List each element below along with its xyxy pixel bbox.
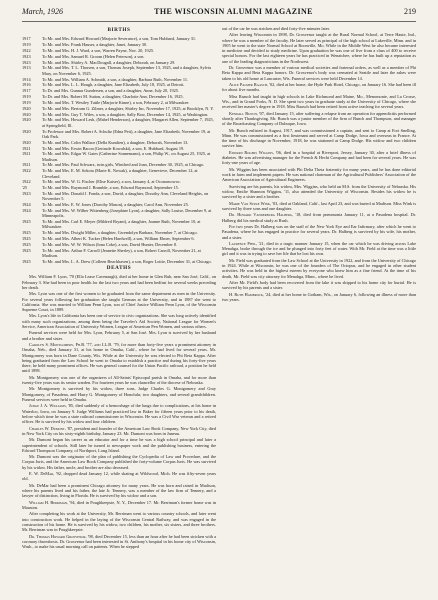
birth-year: 1921 <box>22 162 31 168</box>
birth-entry <box>22 48 216 53</box>
obituary-paragraph <box>222 212 416 223</box>
obituary-paragraph <box>22 375 216 386</box>
birth-year: 1917 <box>22 36 31 42</box>
birth-year: 1917 <box>22 88 31 94</box>
birth-text: To Dr. and Mrs. Robert M. Sutton, a daughter, Charlotte Ann, December 16, 1925. <box>42 94 184 100</box>
birth-text: To Mr. and Mrs. W. Wilber Wittenberg (Josephine Lyon), a daughter, Sally Louise, December 9, at Minneapolis. <box>42 208 212 219</box>
birth-entry <box>22 242 216 247</box>
birth-year: 1923 <box>22 191 31 197</box>
birth-text: To Mr. and Mrs. L. A. Drew (Colleen Beachhaven), a son, Roger Lottie, December 31, at Chicago. <box>42 258 212 264</box>
birth-entry <box>22 179 216 184</box>
obituary-paragraph <box>222 94 416 110</box>
birth-entry <box>22 88 216 93</box>
birth-year: 1925 <box>22 258 31 264</box>
birth-text: To Professor and Mrs. Robert A. Schultz (Edna Pett), a daughter, Jane Elizabeth, November 19, at Oak Park. <box>42 128 211 139</box>
birth-text: To Mr. and Mrs. Edgar W. Gates (Catherine Sonnemann), a son, Philip W., on August 25, 1925, at Madison. <box>42 151 211 162</box>
birth-entry <box>22 117 216 128</box>
issue-date: March, 1926 <box>22 7 64 16</box>
birth-year: 1921 <box>22 151 31 157</box>
obituary-paragraph <box>22 342 216 374</box>
obituary-text: Mr. Bunch enlisted in August, 1917, and was commissioned a captain, and sent to Camp at Fort Snelling, Minn. He was commissioned as a first lieutenant and served at Camp Dodge, Iowa and overseas in France. At the time of his discharge in November, 1918, he was stationed at Camp Dodge. His widow and two children survive him. <box>222 127 416 149</box>
birth-year: 1923 <box>22 53 31 59</box>
obituary-paragraph <box>222 65 416 81</box>
obituary-name: Alice Palmer Raasch, '02, <box>229 82 276 88</box>
deaths-heading: DEATHS <box>106 265 132 272</box>
obituary-paragraph <box>222 258 416 279</box>
obituary-paragraph <box>22 483 216 499</box>
birth-year: 1921 <box>22 145 31 151</box>
deaths-intro-paragraph: Mrs. Lyon's life in California has been one of service to civic organizations. She was long actively identified with many such organizations, among them being the Traveler's Aid Society, National League for Women's Service, American Association of University Women, League of American Pen Women, and various others. <box>22 313 216 329</box>
obituary-paragraph <box>22 403 216 424</box>
birth-text: To Mr. and Mrs. William A. Schmidt, a son, a daughter, Barbara Ruth, November 11. <box>42 76 189 82</box>
birth-entry <box>22 42 216 47</box>
birth-entry <box>22 77 216 82</box>
obituary-text: died January 15, after suffering a relapse from an operation for appendicitis performed shortly after Thanksgiving. Mr. Bunch was a junior member of the firm of Bunch and Thompson, and manager of the Broadcasting Company of Dubuque, Iowa. <box>222 110 416 127</box>
birth-entry <box>22 82 216 87</box>
obituary-text: for more than forty-five years a prominent attorney in Omaha, Neb., died January 31, at his home in Omaha, Calif., where he had lived for several years. Mr. Montgomery was born in Dane County, Wis. While at the University he was elected to Phi Beta Kappa. After being graduated from the Law School he went to Omaha to establish a practice and during his forty-five years there, he held many prominent offices. He was general counsel for the Union Pacific railroad, a position he held until 1898. <box>22 342 216 374</box>
birth-entry <box>22 202 216 207</box>
header-rule <box>22 21 416 22</box>
obituary-text: Dr. Grosvenor was a member of various medical societies and fraternal orders, as well as a member of Phi Beta Kappa and Beta Kappa honors. Dr. Grosvenor's body was cremated at Seattle and later the ashes were taken to his old home at Lancaster, Wis. Funeral services were held December 14. <box>222 65 416 81</box>
obituary-text: Mr. Wiggins has been associated with Phi Delta Theta fraternity for many years, and he has done editorial work in farm and implement papers. He was national chairman of the Agricultural Publishers' Association of the American Association of Agricultural Engineers. <box>222 166 416 183</box>
birth-entry <box>22 112 216 117</box>
birth-text: To Mr. and Mrs. Colin Wallace (Della Kumlien), a daughter, Deborah, November 13. <box>42 139 189 145</box>
obituary-text: Mr. Montgomery was one of the organizers of All-Saints' Episcopal parish in Omaha, and for more than twenty-five years was its senior warden. For fourteen years he was chancellor of the diocese of Nebraska. <box>22 374 216 385</box>
obituary-paragraph <box>22 454 216 470</box>
birth-text: To Mr. and Mrs. Bertram G. Zilmer, a daughter, Shirley Inc, November 17, 1925, at Brooklyn, N. Y. <box>42 105 214 111</box>
birth-year: 1922 <box>22 168 31 174</box>
birth-entry <box>22 230 216 235</box>
birth-text: To Mr. and Mrs. E. W. Jones (Dorothy Mason), a daughter, Carol Ann, November 25. <box>42 202 189 208</box>
birth-text: To Mr. and Mrs. Frank Hauser, a daughter, Janet, January 30. <box>42 42 148 48</box>
birth-year: 1920 <box>22 105 31 111</box>
birth-year: 1920 <box>22 117 31 123</box>
birth-year: 1914 <box>22 76 31 82</box>
birth-text: To Mr. and Mrs. T. Westley Tuttle (Marjorie Kinne), a son, February 2, at Milwaukee. <box>42 99 190 105</box>
obituary-text: died at her home in Gotham, Wis., on January 6, following an illness of more than two years. <box>222 291 416 302</box>
page-number: 219 <box>404 7 416 16</box>
obituary-text: died December 15, less than an hour after he had been stricken with a coronary thrombosis. Dr. Grosvenor had been interested in St. Anthony's hospital in his home city of Wisconsin, Wash., to make his usual morning call on patients. When he stepped <box>22 533 216 550</box>
birth-text: To Mr. and Mrs. Carl E. Meyer (Mildred Bryant), a daughter, Joanne Ruth, November 10, at Milwaukee. <box>42 219 201 230</box>
obituary-text: died in a tragic manner January 15, when the car which he was driving across Lake Menahga, broke through the ice and he plunged into forty feet of water. With Mr. Field at the time was a little girl and it was in trying to save her life that he lost his own. <box>222 240 416 257</box>
birth-text: To Mr. and Mrs. Edward Howard (Marjorie Severance), a son, Tom Hubbard, January 31. <box>42 36 197 42</box>
birth-entry <box>22 162 216 167</box>
birth-entry <box>22 100 216 105</box>
obituary-name: Kendall Bunch, '07, <box>229 110 266 116</box>
obituary-paragraph <box>22 386 216 402</box>
obituaries-left <box>22 342 216 549</box>
birth-entry <box>22 129 216 140</box>
obituary-name: William H. Berriman, '94, <box>29 499 76 505</box>
obituary-paragraph <box>22 534 216 550</box>
obituary-text: president and founder of the American Law Book Company, New York City, died in New York City on his sixty-eighth birthday, January 23. Mr. Dumont was born in Juneau. <box>22 425 216 436</box>
birth-year: 1924 <box>22 202 31 208</box>
birth-year: '25 <box>22 185 28 191</box>
birth-entry <box>22 146 216 151</box>
obituary-paragraph <box>222 167 416 183</box>
birth-text: To Mr. and Mrs. E. M. Sokota (Marie K. Nowak), a daughter, Genevieve, December 12, at Cleveland. <box>42 168 198 179</box>
birth-year: 1919 <box>22 99 31 105</box>
birth-entry <box>22 36 216 41</box>
obituary-paragraph <box>22 471 216 482</box>
birth-year: 1919 <box>22 94 31 100</box>
obituary-name: Dr. Howard Vanderburg Halberg, '18, <box>229 212 302 218</box>
obituary-text: died in a hospital at Riverport, Jersey, January 30, after a brief illness of diabetes. He was advertising manager for the French & Hecht Company and had been for several years. He was forty-one years of age. <box>222 149 416 166</box>
birth-text: To Mr. and Mrs. Donald J. Fonda, a son, David, a daughter, Dorothy Ann, Cleveland Heights, on November 5. <box>42 191 209 202</box>
birth-year: 1920 <box>22 139 31 145</box>
obituary-text: Mr. Montgomery is survived by his widow, three sons, Judge Charles G. Montgomery and Gray Montgomery, of Pasadena, and Harry G. Montgomery of Honolulu; two daughters, and several grandchildren. Funeral services were held in Omaha. <box>22 386 216 402</box>
birth-text: To Mr. and Mrs. W. W. Wilson (Iona Coke), a son, David Hunter, December 8. <box>42 241 178 247</box>
obituary-text: Miss Raasch had taught in high schools in Lake Richmond and Maine, Mo., Menomonie, and La Crosse, Wis., and in Grand Forks, N. D. She spent two years in graduate study at the University of Chicago, where she received her master's degree in 1918. Miss Raasch had been retired from active teaching for several years. <box>222 93 416 110</box>
births-list <box>22 36 216 264</box>
birth-text: To Mr. and Mrs. Albert K. Tucker (Helen Hardwell), a son, William Elmer, September 6. <box>42 236 195 242</box>
birth-entry <box>22 208 216 219</box>
obituary-paragraph <box>222 280 416 291</box>
obituary-paragraph <box>22 426 216 437</box>
obituary-paragraph <box>222 224 416 240</box>
obituary-name: Judge J. A. Williams, '85, <box>29 403 75 409</box>
obituary-text: Surviving are his parents, his widow, Mrs. Wiggins, who held an M.S. from the University of Nebraska. His widow, Emilie Shannon Wiggins, '11, also attended the University of Wisconsin. Besides his widow he is survived by a sister and a brother. <box>222 183 416 200</box>
obituary-name: Charles W. Dumont, '87, <box>29 425 74 431</box>
obituary-text: Mr. Dumont began his career as an educator and for a time he was a high school principal and later a superintendent of schools. Still later he turned to newspaper work and the publishing business, entering the Edward Thompson Company, of Northport, Long Island. <box>22 437 216 453</box>
obituary-paragraph <box>22 500 216 511</box>
obituary-text: died from pneumonia January 11, at a Pasadena hospital. Dr. Halberg did his medical study at Rush. <box>222 212 416 223</box>
birth-year: 1925 <box>22 247 31 253</box>
birth-entry <box>22 65 216 76</box>
birth-year: 1922 <box>22 179 31 185</box>
deaths-intro-paragraph: Mrs. Lyon was one of the first women to be graduated from the same department as men in the University. For several years following her graduation she taught German at the University, and in 1887 she went to California. She was married to William Penn Lyon, son of Chief Justice William Penn Lyon, of the Wisconsin Supreme Court, in 1889. <box>22 291 216 312</box>
birth-year: 1924 <box>22 208 31 213</box>
deaths-intro-paragraph: Funeral services were held for Mrs. Lyon, February 5, at San José. Mrs. Lyon is survived by her husband and a brother and sister. <box>22 330 216 341</box>
birth-year: 1916 <box>22 82 31 88</box>
birth-year: 1920 <box>22 128 31 134</box>
birth-entry <box>22 140 216 145</box>
birth-year: 1913 <box>22 65 31 71</box>
birth-entry <box>22 54 216 59</box>
obituary-name: E. W. DeMar, '92, <box>29 471 63 477</box>
deaths-intro-paragraph: Mrs. William F. Lyon, '70 (Ella Lease Cavenaugh), died at her home in Glen Rub, near San José, Calif., on February 3. She had been in poor health for the last two years and had been bedfast for several weeks preceding her death. <box>22 274 216 290</box>
obituary-text: Mr. Field was graduated from the Law School at the University in 1922, and from the University of Chicago in 1924. While at Wisconsin, he was one of the founders of The Octopus, and he engaged in other student activities. He was held in the highest esteem by everyone who knew him as a fine friend. At the time of his death, Mr. Field was city attorney for Menahga, Minn., where he lived. <box>222 257 416 279</box>
obituary-text: For two years Dr. Halberg was on the staff of the New York Eye and Ear Infirmary, after which he went to Pasadena, where he has engaged in practice for several years. Dr. Halberg is survived by his wife, his mother, and a sister. <box>222 224 416 240</box>
birth-text: To Mr. and Mrs. Howard Lesh, (Mabel Henderson), a daughter, Margaret Allen, September 7, 1925, at Springfield, Ill. <box>42 117 214 128</box>
birth-entry <box>22 106 216 111</box>
obituary-text: Mr. DeMar had been a prominent Chicago attorney for many years. He was born and raised in Madison, where his parents lived and his father, the late Jr. Tennery, was a member of the law firm of Tennery, and a lawyer of distinction, living in Florida. He is survived by his widow and a son. <box>22 482 216 499</box>
birth-year: 1925 <box>22 219 31 225</box>
obituary-text: Mr. Dumont was the originator of the plan of publishing the Cyclopedia of Law and Procedure, and the Corpus Juris, and the American Law Book Company published the forty-volume Corpus Juris. He was survived by his widow. His father, uncle, and brother are also deceased. <box>22 454 216 470</box>
deaths-intro <box>22 274 216 341</box>
birth-text: To Mr. and Mrs. Raymond J. Bramble, a son, Edward Raymond, September 15. <box>42 185 179 191</box>
birth-text: To Mr. and Mrs. L. L. Hough, a daughter, Jane Elizabeth, July 18, 1925, at Detroit. <box>42 82 185 88</box>
birth-year: 1923 <box>22 59 31 65</box>
birth-entry <box>22 185 216 190</box>
obituary-paragraph <box>222 150 416 166</box>
continued-paragraph: out of the car he was stricken and died forty-five minutes later. <box>222 26 330 31</box>
obituary-paragraph <box>222 292 416 303</box>
obituary-paragraph <box>22 511 216 532</box>
obituary-name: Laurence Pfeil, '21, <box>229 240 265 246</box>
birth-text: To Mr. and Mrs. Samuel R. Groom (Helen Peterson), a son. <box>42 53 145 59</box>
left-column <box>22 26 216 594</box>
birth-year: 1920 <box>22 111 31 117</box>
birth-entry <box>22 248 216 259</box>
obituary-text: died at her home, the Hyde Park Hotel, Chicago, on January 16. She had been ill for about five months. <box>222 82 416 93</box>
obituary-text: After completing his work at the University, Mr. Berriman went to various country schools, and later went into construction work. He helped in the laying of the Wisconsin Central Railway, and was engaged in the construction of his home. He is survived by his widow, two children, his mother, six sisters, and three brothers. Mr. Berriman was in Poughkeepsie. <box>22 511 216 533</box>
birth-text: To Mr. and Mrs. Guy T. Wiles, a son, a daughter, Sally Bow, December 14, 1925, at Washington. <box>42 111 209 117</box>
obituary-paragraph <box>222 128 416 149</box>
birth-text: To Mr. and Mrs. Shirley A. MacDougall, a daughter, Deborah, on January 29. <box>42 59 176 65</box>
birth-text: To Mr. and Mrs. H. J. Ward, a son, Warren Payne, Nov. 20, 1925. <box>42 47 155 53</box>
birth-entry <box>22 236 216 241</box>
obituary-text: dropped dead January 12, while skating at Wildwood, Mich. He was fifty-seven years old. <box>22 471 216 482</box>
birth-entry <box>22 219 216 230</box>
obituary-paragraph <box>22 437 216 453</box>
obituary-text: died suddenly of a hemorrhage of the lungs due to complications, at his home in Waterloo, Iowa, on January 9. Judge Williams had practiced law in Baker for fifteen years prior to his death, before which time he was a state railroad commissioner in Wisconsin. He was a Civil War veteran and a retired officer. He is survived by his widow and four children. <box>22 403 216 425</box>
birth-text: To Mr. and Mrs. Dwight Miller, a daughter, Gwendolyn Barbara, November 7, at Chicago. <box>42 230 198 236</box>
birth-year: 1919 <box>22 42 31 48</box>
obituary-name: H. Ruth Hambrock, '24, <box>229 291 272 297</box>
birth-entry <box>22 168 216 179</box>
birth-entry <box>22 60 216 65</box>
birth-entry <box>22 151 216 162</box>
birth-year: 1925 <box>22 230 31 236</box>
magazine-title: THE WISCONSIN ALUMNI MAGAZINE <box>154 7 313 16</box>
birth-entry <box>22 191 216 202</box>
page-header <box>22 7 416 21</box>
obituary-paragraph <box>222 184 416 200</box>
birth-year: 1925 <box>22 241 31 247</box>
birth-text: To Mr. and Mrs. W. G. Fischer (Elise Kaiser), a son, January 4, at Oconomowoc. <box>42 179 181 185</box>
obituary-text: After leaving Wisconsin in 1898, Dr. Grosvenor taught at the Rural Normal School, at Terre Haute, Ind., where he was a member of the faculty. He later served as principal of the high school at Lakeville, Minn. and in 1905 he went to the state Normal School at Boonville, Mo. While in the Middle West he also became interested in medicine and decided to study medicine. Upon graduation he was one of five from a class of 400 to receive special honors. For the last eighteen years he has practiced in Wenatchee, where he has built up a reputation as one of the leading diagnosticians in the Northwest. <box>222 32 416 64</box>
obituary-name: Dr. Thomas Howard Grosvenor, '98, <box>29 533 94 539</box>
obituary-name: Carolyn S. Montgomery, Ph.B. '77, and LL.B. '79, <box>29 342 120 348</box>
birth-text: To Mr. and Mrs. Arthur F. Carroll (Jeanette Sherley), a son, Robert Carroll, November 21, at Madison. <box>42 247 201 258</box>
birth-text: To Mr. and Mrs. T. L. Thorsen, a son, Thomas Joseph, September 13, 1925, and a daughter, Sylvia Mary, on November 6, 1925. <box>42 65 212 76</box>
obituary-text: died in Poughkeepsie, N. Y., December 17. Mr. Berriman's former home was in Mauston. <box>22 499 216 510</box>
obituary-paragraph <box>222 111 416 127</box>
obituary-name: Edward Rogers Wiggins, '06, <box>229 149 282 155</box>
obituary-name: Marie Van Slyke Wink, '03, <box>229 200 279 206</box>
birth-entry <box>22 259 216 264</box>
birth-year: 1922 <box>22 47 31 53</box>
birth-entry <box>22 94 216 99</box>
obituary-paragraph <box>222 241 416 257</box>
right-column <box>222 26 416 594</box>
obituary-paragraph <box>222 32 416 64</box>
obituary-paragraph <box>222 82 416 93</box>
birth-text: To Dr. and Mrs. Gunnar Gundersen, a son, and a daughter, Anne, July 20, 1925. <box>42 88 180 94</box>
obituary-text: After Mr. Field's body had been recovered from the lake it was shipped to his home city for burial. He is survived by his parents and a sister. <box>222 280 416 291</box>
obituary-paragraph <box>222 201 416 212</box>
births-heading: BIRTHS <box>107 27 131 33</box>
obituary-text: died at Oakland, Calif., last April 23, and was buried at Madison. Miss Wink is survived by three sons and one daughter. <box>222 200 416 211</box>
obituaries-right <box>222 32 416 302</box>
birth-text: To Mr. and Mrs. Erwin Bacon (Gertrude Kowalski), a son, E. Hubbard, August 19. <box>42 145 185 151</box>
birth-year: 1925 <box>22 236 31 242</box>
birth-text: To Mr. and Mrs. Paul Schwarz, twin girls, Winifred and Joan, December 30, 1925, at Chicago. <box>42 162 205 168</box>
